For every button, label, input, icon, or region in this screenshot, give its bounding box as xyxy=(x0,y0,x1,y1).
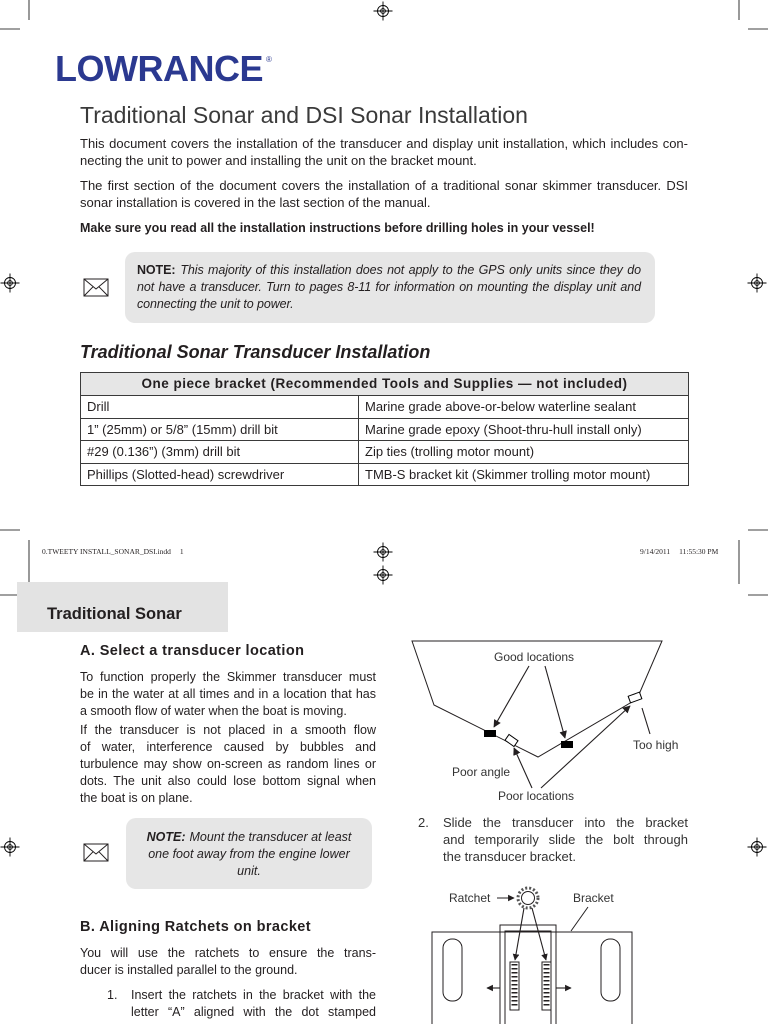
arrow xyxy=(494,666,529,727)
transducer-poor-angle xyxy=(505,734,518,746)
poor-locations-label: Poor locations xyxy=(498,789,575,803)
registration-mark xyxy=(374,2,393,21)
text-line: the boat is on plane. xyxy=(80,790,193,805)
text-line: This document covers the installation of the transducer and display unit installation, which includes con- xyxy=(80,135,688,151)
arrow xyxy=(515,908,524,960)
envelope-icon xyxy=(83,843,109,863)
tool-cell: Phillips (Slotted-head) screwdriver xyxy=(81,463,359,486)
table-row xyxy=(81,396,689,419)
text-line: dots. The unit also could lose bottom signal when xyxy=(80,773,376,788)
drilling-warning: Make sure you read all the installation instructions before drilling holes in your vessel! xyxy=(80,220,595,235)
registration-mark xyxy=(748,838,767,857)
note-text: This majority of this installation does not apply to the GPS only units since they do xyxy=(180,262,641,277)
note-box xyxy=(125,252,655,323)
bracket-label: Bracket xyxy=(573,891,614,905)
text-line: The first section of the document covers the installation of a traditional sonar skimmer transducer. DSI xyxy=(80,177,688,193)
note-line xyxy=(138,829,360,846)
note-label: NOTE: xyxy=(137,262,176,277)
bracket-slot-left xyxy=(443,939,462,1001)
note-line: connecting the unit to power. xyxy=(137,296,294,311)
note-line: not have a transducer. Turn to pages 8-11 for information on mounting the display unit and xyxy=(137,279,641,294)
table-row xyxy=(81,418,689,441)
table-row xyxy=(81,463,689,486)
slug-time: 11:55:30 PM xyxy=(679,547,719,556)
arrow xyxy=(532,908,546,960)
supply-cell: Zip ties (trolling motor mount) xyxy=(359,441,689,464)
file-slug xyxy=(42,547,184,557)
text-line: Insert the ratchets in the bracket with the xyxy=(131,987,376,1002)
arrow xyxy=(514,748,532,788)
lowrance-logo: LOWRANCE xyxy=(55,48,263,89)
section-tab-label: Traditional Sonar xyxy=(47,605,182,623)
supply-cell: Marine grade above-or-below waterline sealant xyxy=(359,396,689,419)
registration-mark xyxy=(374,566,393,585)
text-line: a smooth flow of water when the boat is moving. xyxy=(80,703,347,718)
page-title: Traditional Sonar and DSI Sonar Installation xyxy=(80,102,528,128)
text-line: of water, interference caused by bubbles and xyxy=(80,739,376,754)
note-label: NOTE: xyxy=(146,829,186,844)
ratchet-gear-icon xyxy=(518,888,538,908)
tool-cell: #29 (0.136”) (3mm) drill bit xyxy=(81,441,359,464)
step-b-heading: B. Aligning Ratchets on bracket xyxy=(80,919,312,935)
table-row xyxy=(81,441,689,464)
ratchet-label: Ratchet xyxy=(449,891,491,905)
text-line: the transducer bracket. xyxy=(443,848,576,864)
section-heading: Traditional Sonar Transducer Installation xyxy=(80,342,431,362)
note-line: unit. xyxy=(237,863,261,878)
registration-mark xyxy=(374,543,393,562)
poor-angle-label: Poor angle xyxy=(452,765,511,779)
text-line: sonar installation is covered in the last section of the manual. xyxy=(80,194,431,210)
date-slug xyxy=(640,547,718,557)
step-1-text xyxy=(131,987,376,1021)
slug-date: 9/14/2011 xyxy=(640,547,671,556)
text-line: To function properly the Skimmer transducer must xyxy=(80,669,376,684)
step-number: 2. xyxy=(418,814,429,830)
supply-cell: TMB-S bracket kit (Skimmer trolling motor mount) xyxy=(359,463,689,486)
step-b-paragraph xyxy=(80,945,376,979)
bracket-ratchet-diagram xyxy=(425,880,640,1024)
bracket-center-plate xyxy=(500,925,556,1024)
transducer-good-left xyxy=(484,730,496,737)
supply-cell: Marine grade epoxy (Shoot-thru-hull install only) xyxy=(359,418,689,441)
text-line: Slide the transducer into the bracket xyxy=(443,814,688,830)
note-text: Mount the transducer at least xyxy=(189,829,352,844)
tool-cell: 1” (25mm) or 5/8” (15mm) drill bit xyxy=(81,418,359,441)
note-box xyxy=(126,818,372,889)
registration-mark xyxy=(1,274,20,293)
table-header-row xyxy=(81,373,689,396)
arrow xyxy=(545,666,565,738)
text-line: turbulence may show on-screen as random lines or xyxy=(80,756,376,771)
transducer-location-diagram xyxy=(405,636,685,806)
slug-page-number: 1 xyxy=(179,547,184,556)
section-tab xyxy=(17,582,228,632)
text-line: letter “A” aligned with the dot stamped xyxy=(131,1004,376,1019)
text-line: You will use the ratchets to ensure the trans- xyxy=(80,945,376,960)
bracket-slot-right xyxy=(601,939,620,1001)
transducer-good-right xyxy=(561,741,573,748)
step-a-paragraph-1 xyxy=(80,669,376,720)
good-locations-label: Good locations xyxy=(494,650,575,664)
text-line: ducer is installed parallel to the ground. xyxy=(80,962,298,977)
registration-mark xyxy=(748,274,767,293)
registration-mark xyxy=(1,838,20,857)
text-line: If the transducer is not placed in a smooth flow xyxy=(80,722,376,737)
note-line: one foot away from the engine lower xyxy=(148,846,350,861)
note-line xyxy=(137,262,641,279)
step-2-text xyxy=(443,814,688,865)
transducer-too-high xyxy=(628,692,642,703)
step-a-paragraph-2 xyxy=(80,722,376,807)
leader-line xyxy=(571,907,588,931)
text-line: be in the water at all times and in a location that has xyxy=(80,686,376,701)
intro-paragraph-2 xyxy=(80,177,688,211)
text-line: and temporarily slide the bolt through xyxy=(443,831,688,847)
leader-line xyxy=(642,708,650,734)
tool-cell: Drill xyxy=(81,396,359,419)
tools-table xyxy=(80,372,689,486)
envelope-icon xyxy=(83,278,109,298)
registered-mark: ® xyxy=(266,55,272,64)
too-high-label: Too high xyxy=(633,738,679,752)
step-a-heading: A. Select a transducer location xyxy=(80,643,305,659)
slug-filename: 0.TWEETY INSTALL_SONAR_DSI.indd xyxy=(42,547,171,556)
step-number: 1. xyxy=(107,987,118,1002)
tools-table-header: One piece bracket (Recommended Tools and Supplies — not included) xyxy=(81,373,689,396)
intro-paragraph-1 xyxy=(80,135,688,169)
text-line: necting the unit to power and installing the unit on the bracket mount. xyxy=(80,152,477,168)
